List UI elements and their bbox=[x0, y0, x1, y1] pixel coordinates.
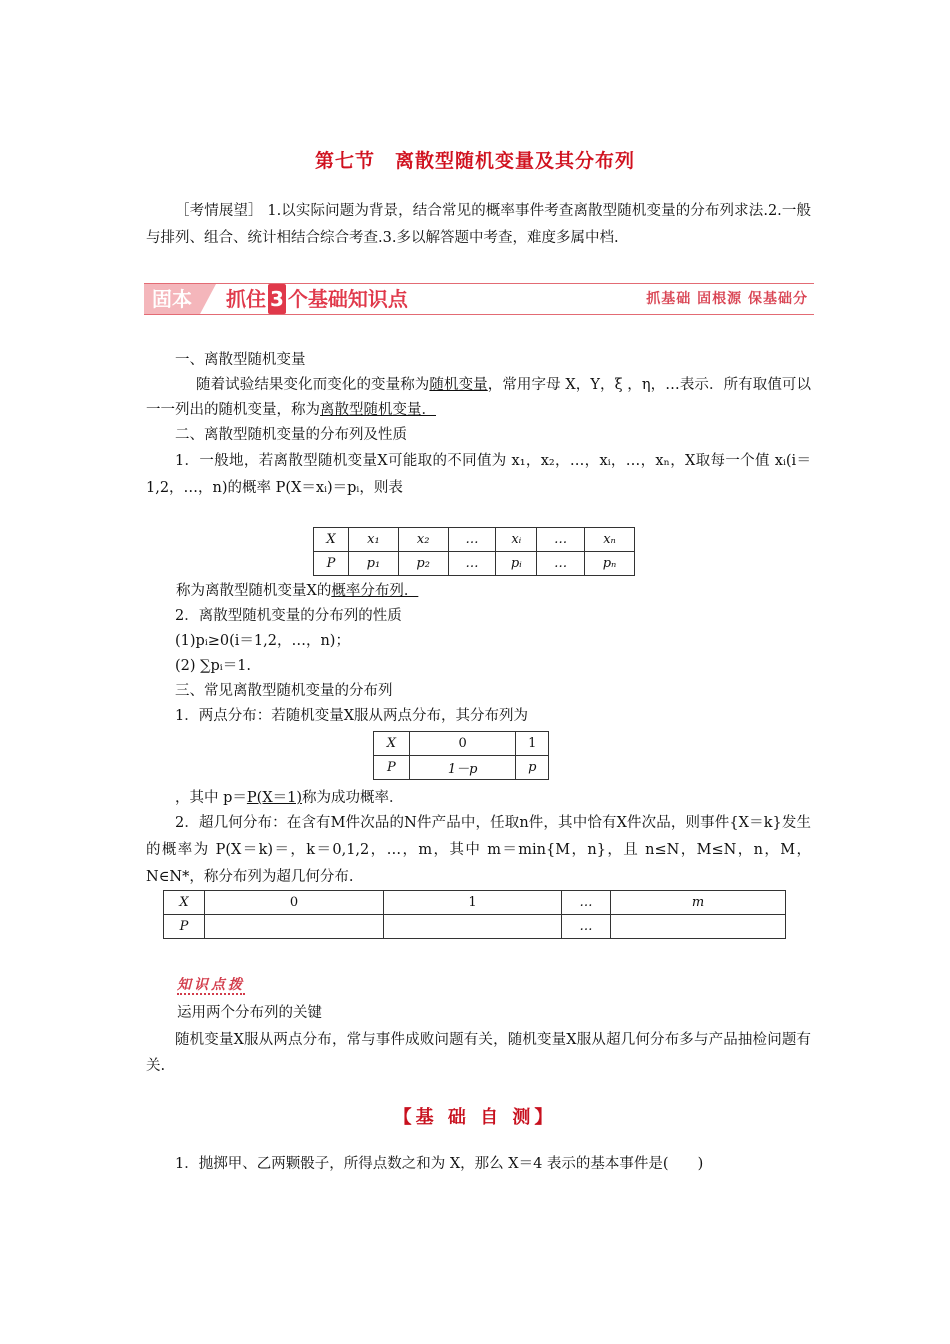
question-1: 1．抛掷甲、乙两颗骰子，所得点数之和为 X，那么 X＝4 表示的基本事件是( ) bbox=[175, 1156, 704, 1172]
two-point-table bbox=[373, 731, 549, 780]
table-cell: … bbox=[562, 915, 611, 939]
hypergeometric-table bbox=[163, 890, 786, 939]
table-cell: … bbox=[537, 552, 585, 576]
s3-success-prob: ，其中 p＝P(X＝1)称为成功概率． bbox=[175, 790, 404, 806]
table-row bbox=[374, 756, 549, 780]
table-cell: p₁ bbox=[349, 552, 399, 576]
table-cell bbox=[205, 915, 384, 939]
distribution-table bbox=[313, 527, 635, 576]
heading-s3: 三、常见离散型随机变量的分布列 bbox=[175, 683, 393, 699]
s2-prop-2: (2) ∑pᵢ＝1. bbox=[175, 658, 252, 674]
table-row bbox=[374, 732, 549, 756]
table-cell: p bbox=[516, 756, 549, 780]
table-cell: pₙ bbox=[585, 552, 635, 576]
table-cell: 1－p bbox=[409, 756, 516, 780]
banner-title: 抓住 3 个基础知识点 bbox=[226, 284, 408, 314]
page-title: 第七节 离散型随机变量及其分布列 bbox=[314, 150, 635, 172]
table-cell: p₂ bbox=[398, 552, 448, 576]
s1-paragraph: 随着试验结果变化而变化的变量称为随机变量，常用字母 X，Y，ξ ，η，…表示．所有取值可以一一列出的随机变量，称为离散型随机变量． bbox=[146, 377, 812, 418]
s2-after-table: 称为离散型随机变量X的概率分布列． bbox=[176, 583, 419, 599]
s2-prop-heading: 2．离散型随机变量的分布列的性质 bbox=[175, 608, 402, 624]
table-row bbox=[314, 528, 635, 552]
table-row bbox=[314, 552, 635, 576]
tip-text: 随机变量X服从两点分布，常与事件成败问题有关，随机变量X服从超几何分布多与产品抽检问题有关. bbox=[146, 1032, 811, 1074]
section-heading: 【基 础 自 测】 bbox=[393, 1107, 557, 1128]
table-cell: m bbox=[611, 891, 786, 915]
table-cell: 1 bbox=[516, 732, 549, 756]
table-cell: … bbox=[448, 552, 496, 576]
table-row bbox=[164, 915, 786, 939]
table-cell: P bbox=[374, 756, 410, 780]
table-cell: x₁ bbox=[349, 528, 399, 552]
heading-s2: 二、离散型随机变量的分布列及性质 bbox=[175, 427, 407, 443]
table-cell: 0 bbox=[205, 891, 384, 915]
table-cell: 1 bbox=[384, 891, 562, 915]
banner-slant-decoration bbox=[200, 284, 216, 314]
table-cell: x₂ bbox=[398, 528, 448, 552]
banner-subtitle: 抓基础 固根源 保基础分 bbox=[646, 291, 808, 307]
s3-two-point: 1．两点分布：若随机变量X服从两点分布，其分布列为 bbox=[175, 708, 529, 724]
table-row bbox=[164, 891, 786, 915]
s2-paragraph: 1．一般地，若离散型随机变量X可能取的不同值为 x₁，x₂，…，xᵢ，…，xₙ，X取每一个值 xᵢ(i＝1,2，…，n)的概率 P(X＝xᵢ)＝pᵢ，则表 bbox=[146, 453, 811, 496]
s2-prop-1: (1)pᵢ≥0(i＝1,2，…，n)； bbox=[175, 633, 350, 649]
table-cell: … bbox=[448, 528, 496, 552]
s3-hypergeometric: 2．超几何分布：在含有M件次品的N件产品中，任取n件，其中恰有X件次品，则事件{X＝k}发生的概率为 P(X＝k)＝，k＝0,1,2，…，m，其中 m＝min{M，n}，且 n≤N，M≤N，n，M，N∈N*，称分布列为超几何分布. bbox=[146, 815, 811, 885]
tip-heading: 运用两个分布列的关键 bbox=[177, 1005, 322, 1021]
table-cell: X bbox=[374, 732, 410, 756]
table-cell: P bbox=[314, 552, 349, 576]
table-cell: P bbox=[164, 915, 205, 939]
heading-s1: 一、离散型随机变量 bbox=[175, 352, 306, 368]
table-cell: pᵢ bbox=[496, 552, 537, 576]
table-cell bbox=[384, 915, 562, 939]
table-cell: … bbox=[537, 528, 585, 552]
table-cell bbox=[611, 915, 786, 939]
tip-label: 知识点拨 bbox=[177, 977, 245, 993]
table-cell: xₙ bbox=[585, 528, 635, 552]
table-cell: X bbox=[164, 891, 205, 915]
section-banner bbox=[144, 283, 814, 315]
table-cell: 0 bbox=[409, 732, 516, 756]
table-cell: … bbox=[562, 891, 611, 915]
table-cell: xᵢ bbox=[496, 528, 537, 552]
intro-paragraph: ［考情展望］ 1.以实际问题为背景，结合常见的概率事件考查离散型随机变量的分布列求法.2.一般与排列、组合、统计相结合综合考查.3.多以解答题中考查，难度多属中档. bbox=[146, 203, 811, 246]
banner-tag: 固本 bbox=[144, 284, 200, 314]
table-cell: X bbox=[314, 528, 349, 552]
